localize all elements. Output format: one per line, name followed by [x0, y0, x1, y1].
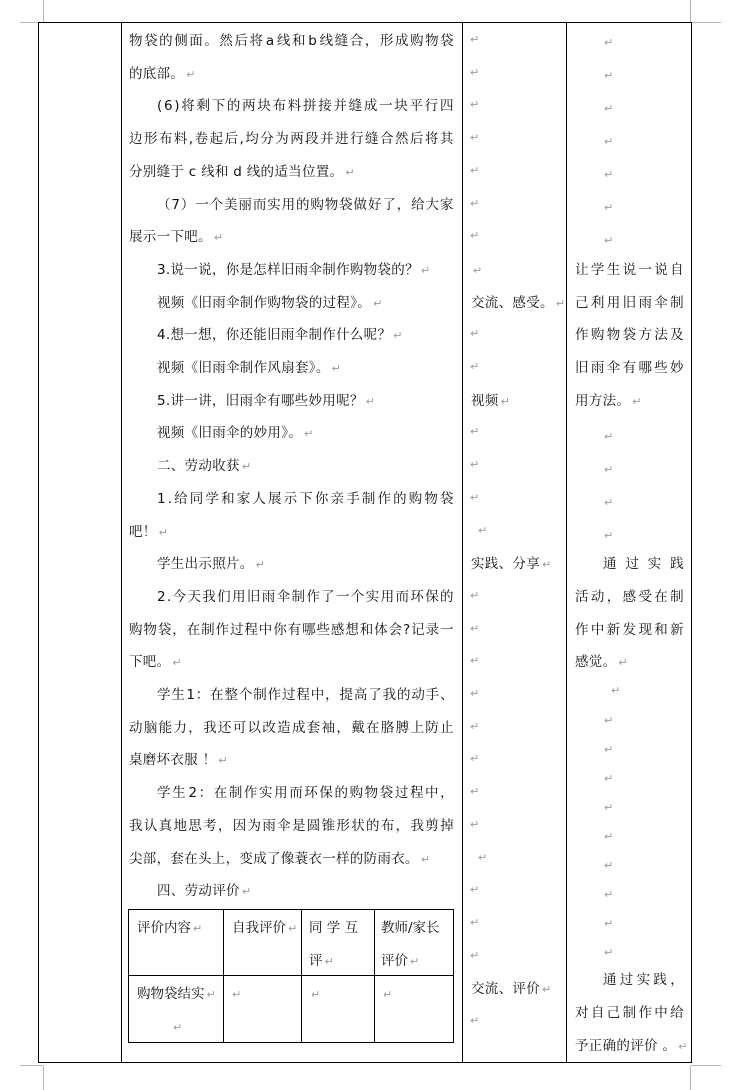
activity-text: ↵ [473, 263, 483, 277]
text-line: 下吧。 ↵ [129, 654, 182, 671]
crop-mark-bottom-right-h [691, 1065, 721, 1066]
paragraph-mark: ↵ [158, 525, 169, 539]
eval-empty-cell: ↵ [173, 1021, 183, 1034]
text-line: 学生出示照片。 ↵ [157, 556, 266, 573]
text-line: 四、劳动评价 ↵ [157, 883, 252, 900]
paragraph-mark: ↵ [218, 754, 228, 768]
intent-line: 对 自 己 制 作 中 给 [575, 1005, 684, 1021]
paragraph-mark: ↵ [365, 394, 376, 408]
eval-header-cell: 自我评价 ↵ [232, 920, 298, 936]
paragraph-mark: ↵ [470, 785, 480, 799]
paragraph-mark: ↵ [213, 231, 224, 245]
intent-line: 旧 雨 伞 有 哪 些 妙 [575, 360, 684, 376]
intent-line: 通 过 实 践 ， [603, 972, 684, 988]
paragraph-mark: ↵ [604, 168, 614, 181]
paragraph-mark: ↵ [470, 588, 480, 602]
text-line: 二、劳动收获 ↵ [157, 458, 252, 475]
crop-mark-top-right-v [690, 0, 691, 22]
eval-empty-cell: ↵ [232, 988, 242, 1001]
table-border-right [691, 22, 692, 1063]
eval-item-cell: 购物袋结实 ↵ [137, 986, 216, 1002]
paragraph-mark: ↵ [470, 458, 480, 472]
paragraph-mark: ↵ [478, 523, 488, 537]
paragraph-mark: ↵ [470, 196, 480, 210]
paragraph-mark: ↵ [420, 852, 431, 866]
paragraph-mark: ↵ [604, 135, 614, 148]
eval-col-line-1 [223, 910, 224, 1042]
activity-text: 实践、分享 ↵ [471, 556, 552, 573]
activity-text: 交流、感受。 ↵ [471, 294, 566, 311]
paragraph-mark: ↵ [470, 163, 480, 177]
paragraph-mark: ↵ [604, 917, 614, 930]
intent-line: 通 过 实 践 [603, 556, 684, 573]
text-line: 4.想一想，你还能旧雨伞制作什么呢？ ↵ [157, 327, 403, 344]
eval-empty-cell: ↵ [311, 988, 321, 1001]
text-line: 3.说一说，你是怎样旧雨伞制作购物袋的？ ↵ [157, 261, 431, 278]
paragraph-mark: ↵ [604, 430, 614, 443]
intent-line: 作 中 新 发 现 和 新 [575, 621, 684, 638]
paragraph-mark: ↵ [186, 67, 196, 81]
paragraph-mark: ↵ [172, 656, 182, 670]
text-line: 1 . 给 同 学 和 家 人 展 示 下 你 亲 手 制 作 的 购 物 袋 [157, 490, 454, 507]
paragraph-mark: ↵ [604, 234, 614, 247]
paragraph-mark: ↵ [604, 714, 614, 727]
paragraph-mark: ↵ [470, 65, 480, 79]
activity-text: 交流、评价 ↵ [471, 981, 552, 998]
eval-row-line [129, 975, 453, 976]
paragraph-mark: ↵ [604, 772, 614, 785]
paragraph-mark: ↵ [470, 327, 480, 341]
paragraph-mark: ↵ [393, 329, 403, 343]
paragraph-mark: ↵ [604, 529, 614, 542]
paragraph-mark: ↵ [604, 801, 614, 814]
paragraph-mark: ↵ [420, 263, 431, 277]
intent-line: 活 动 ， 感 受 在 制 [575, 588, 684, 605]
text-line: （ 7 ） 一 个 美 丽 而 实 用 的 购 物 袋 做 好 了 ， 给 大 家 [157, 196, 454, 213]
eval-header-cell: 评价 ↵ [381, 953, 420, 969]
paragraph-mark: ↵ [241, 460, 252, 474]
paragraph-mark: ↵ [604, 69, 614, 82]
crop-mark-bottom-left-v [43, 1066, 44, 1090]
paragraph-mark: ↵ [470, 948, 480, 962]
paragraph-mark: ↵ [470, 915, 480, 929]
paragraph-mark: ↵ [604, 102, 614, 115]
text-line: 的底部。 ↵ [129, 65, 196, 82]
eval-header-cell: 评 ↵ [309, 953, 334, 969]
eval-header-cell: 同 学 互 [309, 920, 359, 936]
text-line: 展示一下吧。 ↵ [129, 229, 224, 246]
intent-line: 己 利 用 旧 雨 伞 制 [575, 294, 684, 311]
paragraph-mark: ↵ [604, 743, 614, 756]
paragraph-mark: ↵ [618, 656, 628, 670]
text-line: 边 形 布 料 , 卷 起 后 , 均 分 为 两 段 并 进 行 缝 合 然 后 将 其 [129, 131, 454, 148]
eval-col-line-3 [374, 910, 375, 1042]
text-line: 我 认 真 地 思 考 ， 因 为 雨 伞 是 圆 锥 形 状 的 布 ， 我 剪 掉 [129, 817, 454, 834]
paragraph-mark: ↵ [632, 394, 642, 408]
text-line: 视频《旧雨伞的妙用》。 ↵ [157, 425, 314, 442]
paragraph-mark: ↵ [470, 1014, 480, 1027]
table-divider-2 [462, 22, 463, 1063]
text-line: 尖部，套在头上，变成了像蓑衣一样的防雨衣。 ↵ [129, 850, 431, 867]
paragraph-mark: ↵ [331, 362, 342, 375]
paragraph-mark: ↵ [241, 885, 252, 899]
text-line: ( 6 ) 将 剩 下 的 两 块 布 料 拼 接 并 缝 成 一 块 平 行 四 [157, 98, 454, 115]
paragraph-mark: ↵ [255, 558, 266, 572]
crop-mark-top-left-v [43, 0, 44, 22]
paragraph-mark: ↵ [470, 131, 480, 145]
paragraph-mark: ↵ [470, 425, 480, 439]
paragraph-mark: ↵ [470, 360, 480, 373]
eval-header-cell: 评价内容 ↵ [137, 920, 203, 936]
text-line: 视频《旧雨伞制作购物袋的过程》。 ↵ [157, 294, 383, 311]
table-border-bottom [38, 1062, 692, 1063]
paragraph-mark: ↵ [604, 201, 614, 214]
paragraph-mark: ↵ [345, 165, 355, 179]
eval-empty-cell: ↵ [383, 988, 393, 1001]
text-line: 学 生 1 ： 在 整 个 制 作 过 程 中 ， 提 高 了 我 的 动 手 、 [157, 687, 454, 703]
paragraph-mark: ↵ [604, 859, 614, 872]
paragraph-mark: ↵ [604, 496, 614, 509]
text-line: 2 . 今 天 我 们 用 旧 雨 伞 制 作 了 一 个 实 用 而 环 保 的 [157, 588, 454, 605]
paragraph-mark: ↵ [470, 33, 480, 46]
paragraph-mark: ↵ [470, 229, 480, 243]
paragraph-mark: ↵ [611, 684, 621, 697]
text-line: 分别缝于 c 线和 d 线的适当位置。 ↵ [129, 163, 355, 180]
text-line: 学 生 2 ： 在 制 作 实 用 而 环 保 的 购 物 袋 过 程 中 ， [157, 785, 454, 802]
intent-line: 作 购 物 袋 方 法 及 [575, 327, 684, 344]
intent-line: 感觉。 ↵ [575, 654, 628, 671]
eval-header-cell: 教师/家长 [381, 920, 440, 936]
text-line: 吧！ ↵ [129, 523, 169, 540]
crop-mark-top-right-h [691, 22, 721, 23]
paragraph-mark: ↵ [604, 888, 614, 901]
text-line: 动 脑 能 力 ， 我 还 可 以 改 造 成 套 袖 ， 戴 在 胳 膊 上 防 止 [129, 719, 454, 736]
eval-col-line-2 [301, 910, 302, 1042]
paragraph-mark: ↵ [470, 687, 480, 700]
paragraph-mark: ↵ [604, 463, 614, 476]
paragraph-mark: ↵ [470, 490, 480, 504]
paragraph-mark: ↵ [470, 817, 480, 831]
evaluation-table [128, 909, 454, 1043]
activity-text: 视频 ↵ [471, 392, 511, 409]
intent-line: 让 学 生 说 一 说 自 [575, 261, 684, 278]
paragraph-mark: ↵ [678, 1040, 688, 1053]
paragraph-mark: ↵ [470, 752, 480, 766]
text-line: 物 袋 的 侧 面 。 然 后 将 a 线 和 b 线 缝 合 ， 形 成 购 物 袋 [129, 33, 454, 49]
paragraph-mark: ↵ [604, 830, 614, 843]
paragraph-mark: ↵ [304, 427, 314, 441]
paragraph-mark: ↵ [470, 719, 480, 733]
paragraph-mark: ↵ [470, 621, 480, 635]
paragraph-mark: ↵ [470, 98, 480, 112]
paragraph-mark: ↵ [470, 654, 480, 668]
paragraph-mark: ↵ [470, 883, 480, 897]
crop-mark-bottom-left-h [20, 1065, 43, 1066]
paragraph-mark: ↵ [604, 946, 614, 959]
table-border-left [38, 22, 39, 1063]
text-line: 购 物 袋 ， 在 制 作 过 程 中 你 有 哪 些 感 想 和 体 会 ? 记 录 一 [129, 621, 454, 638]
table-divider-1 [121, 22, 122, 1063]
paragraph-mark: ↵ [478, 850, 488, 864]
intent-line: 予正确的评价 。 ↵ [575, 1038, 688, 1054]
text-line: 桌磨坏衣服 ！ ↵ [129, 752, 228, 769]
paragraph-mark: ↵ [373, 296, 383, 310]
intent-line: 用方法。 ↵ [575, 392, 642, 409]
text-line: 视频《旧雨伞制作风扇套》。 ↵ [157, 360, 342, 376]
crop-mark-bottom-right-v [690, 1066, 691, 1090]
table-divider-3 [566, 22, 567, 1063]
table-border-top [38, 22, 692, 23]
paragraph-mark: ↵ [604, 36, 614, 49]
text-line: 5.讲一讲，旧雨伞有哪些妙用呢？ ↵ [157, 392, 376, 409]
